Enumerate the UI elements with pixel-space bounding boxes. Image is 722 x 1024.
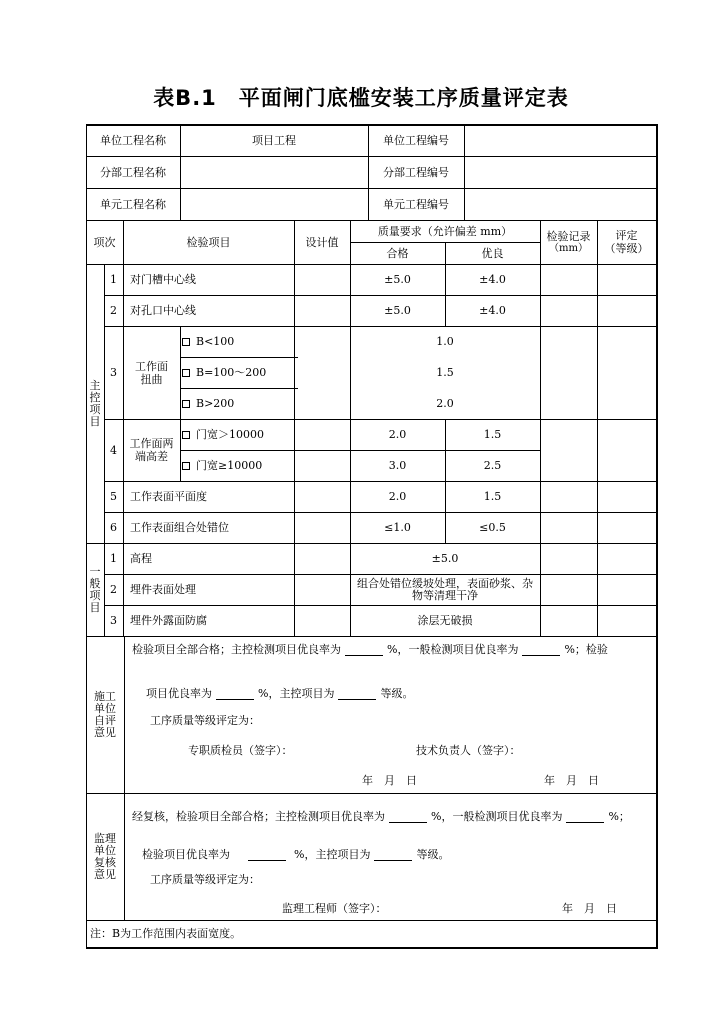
item-no: 1 (110, 273, 117, 286)
supervisor-line-1: 经复核，检验项目全部合格；主控检测项目优良率为 %，一般检测项目优良率为 %； (132, 810, 630, 823)
pass-value: 2.0 (388, 428, 407, 441)
tech-lead-signature-label: 技术负责人（签字）： (416, 744, 521, 757)
pass-value: ≤1.0 (384, 521, 411, 534)
item-name: 埋件表面处理 (130, 583, 196, 596)
element-project-name-field[interactable] (180, 188, 368, 220)
sub-project-no-field[interactable] (464, 156, 656, 188)
blank-field[interactable] (216, 687, 254, 700)
item-name: 对孔口中心线 (130, 304, 196, 317)
table-border-bottom (86, 947, 658, 949)
option-b-100-200[interactable]: B=100～200 (180, 357, 294, 388)
contractor-date-2: 年 月 日 (544, 774, 599, 787)
combined-value: 2.0 (436, 397, 454, 410)
pass-value: 3.0 (388, 459, 407, 472)
requirement-value: ±5.0 (431, 552, 459, 565)
unit-project-no-field[interactable] (464, 124, 656, 156)
sub-project-no-label: 分部工程编号 (383, 165, 449, 179)
checkbox-icon[interactable] (182, 400, 190, 408)
pass-value: ±5.0 (384, 273, 411, 286)
item-no: 3 (110, 614, 117, 627)
item-no: 2 (110, 304, 117, 317)
unit-project-no-label: 单位工程编号 (383, 133, 449, 147)
record-unit: （mm） (549, 243, 588, 254)
item-no: 6 (110, 521, 117, 534)
grid-line (124, 636, 125, 921)
element-project-no-field[interactable] (464, 188, 656, 220)
item-name: 对门槽中心线 (130, 273, 196, 286)
column-header-design-value: 设计值 (305, 235, 339, 249)
column-header-check-item: 检验项目 (186, 235, 231, 249)
supervisor-line-3: 工序质量等级评定为： (150, 873, 260, 886)
blank-field[interactable] (345, 643, 383, 656)
column-header-excellent: 优良 (481, 246, 504, 260)
page-title: 表B.1 平面闸门底槛安装工序质量评定表 (153, 86, 569, 110)
requirement-value: 涂层无破损 (417, 614, 473, 627)
element-project-no-label: 单元工程编号 (383, 197, 449, 211)
record-label: 检验记录 (546, 230, 591, 243)
item-name: 工作面扭曲 (135, 359, 168, 386)
grid-line (86, 793, 658, 794)
item-no: 3 (110, 366, 117, 379)
contractor-line-1: 检验项目全部合格；主控检测项目优良率为 %，一般检测项目优良率为 %；检验 (132, 643, 608, 656)
engineer-signature-label: 监理工程师（签字）： (282, 902, 387, 915)
combined-value: 1.0 (436, 335, 454, 348)
blank-field[interactable] (374, 848, 412, 861)
checkbox-icon[interactable] (182, 369, 190, 377)
unit-project-name-value[interactable]: 项目工程 (252, 133, 296, 147)
quality-assessment-form (86, 124, 658, 949)
supervisor-date: 年 月 日 (562, 902, 617, 915)
blank-field[interactable] (389, 810, 427, 823)
excellent-value: 1.5 (483, 490, 502, 503)
option-b-lt-100[interactable]: B<100 (180, 326, 294, 357)
column-header-grade (597, 220, 656, 264)
inspector-signature-label: 专职质检员（签字）： (188, 744, 293, 757)
item-name: 工作面两端高差 (129, 437, 174, 463)
sub-project-name-label: 分部工程名称 (100, 165, 166, 179)
option-gate-width-1[interactable]: 门宽＞10000 (180, 419, 294, 450)
item-no: 1 (110, 552, 117, 565)
item-name: 工作表面组合处错位 (130, 521, 229, 534)
contractor-line-3: 工序质量等级评定为： (150, 714, 260, 727)
general-group-label: 一般项目 (89, 564, 101, 614)
excellent-value: ±4.0 (479, 304, 506, 317)
grade-label: 评定 (615, 229, 638, 242)
element-project-name-label: 单元工程名称 (100, 197, 166, 211)
column-header-pass: 合格 (386, 246, 409, 260)
column-header-item-no: 项次 (93, 235, 116, 249)
blank-field[interactable] (566, 810, 604, 823)
pass-value: 2.0 (388, 490, 407, 503)
contractor-date-1: 年 月 日 (362, 774, 417, 787)
unit-project-name-label: 单位工程名称 (100, 133, 166, 147)
contractor-line-2: 项目优良率为 %，主控项目为 等级。 (146, 687, 414, 700)
supervisor-line-2: 检验项目优良率为 %，主控项目为 等级。 (142, 848, 450, 861)
sub-project-name-field[interactable] (180, 156, 368, 188)
item-name: 高程 (130, 552, 152, 565)
footnote: 注：B为工作范围内表面宽度。 (90, 927, 242, 940)
blank-field[interactable] (248, 848, 286, 861)
column-header-quality-req: 质量要求（允许偏差 mm） (377, 224, 513, 238)
table-border-right (656, 124, 658, 949)
option-gate-width-2[interactable]: 门宽≥10000 (180, 450, 294, 481)
grid-line (597, 220, 598, 637)
grid-line (294, 220, 295, 637)
checkbox-icon[interactable] (182, 431, 190, 439)
contractor-opinion-label: 施工单位自评意见 (94, 689, 116, 739)
item-no: 4 (110, 443, 117, 457)
combined-value: 1.5 (436, 366, 454, 379)
excellent-value: ±4.0 (479, 273, 506, 286)
grid-line (540, 220, 541, 637)
item-name: 工作表面平面度 (130, 490, 207, 503)
column-header-record (540, 220, 597, 264)
excellent-value: ≤0.5 (479, 521, 506, 534)
blank-field[interactable] (522, 643, 560, 656)
supervisor-opinion-label: 监理单位复核意见 (94, 831, 116, 881)
checkbox-icon[interactable] (182, 462, 190, 470)
option-b-gt-200[interactable]: B>200 (180, 388, 294, 419)
grade-unit: （等级） (604, 242, 649, 255)
grid-line (86, 636, 658, 637)
excellent-value: 1.5 (483, 428, 502, 441)
blank-field[interactable] (338, 687, 376, 700)
item-no: 5 (110, 490, 117, 503)
pass-value: ±5.0 (384, 304, 411, 317)
requirement-value: 组合处错位缓坡处理，表面砂浆、杂物等清理干净 (357, 576, 533, 602)
checkbox-icon[interactable] (182, 338, 190, 346)
item-name: 埋件外露面防腐 (130, 614, 207, 627)
main-group-label: 主控项目 (89, 378, 101, 428)
item-no: 2 (110, 583, 117, 596)
excellent-value: 2.5 (483, 459, 502, 472)
